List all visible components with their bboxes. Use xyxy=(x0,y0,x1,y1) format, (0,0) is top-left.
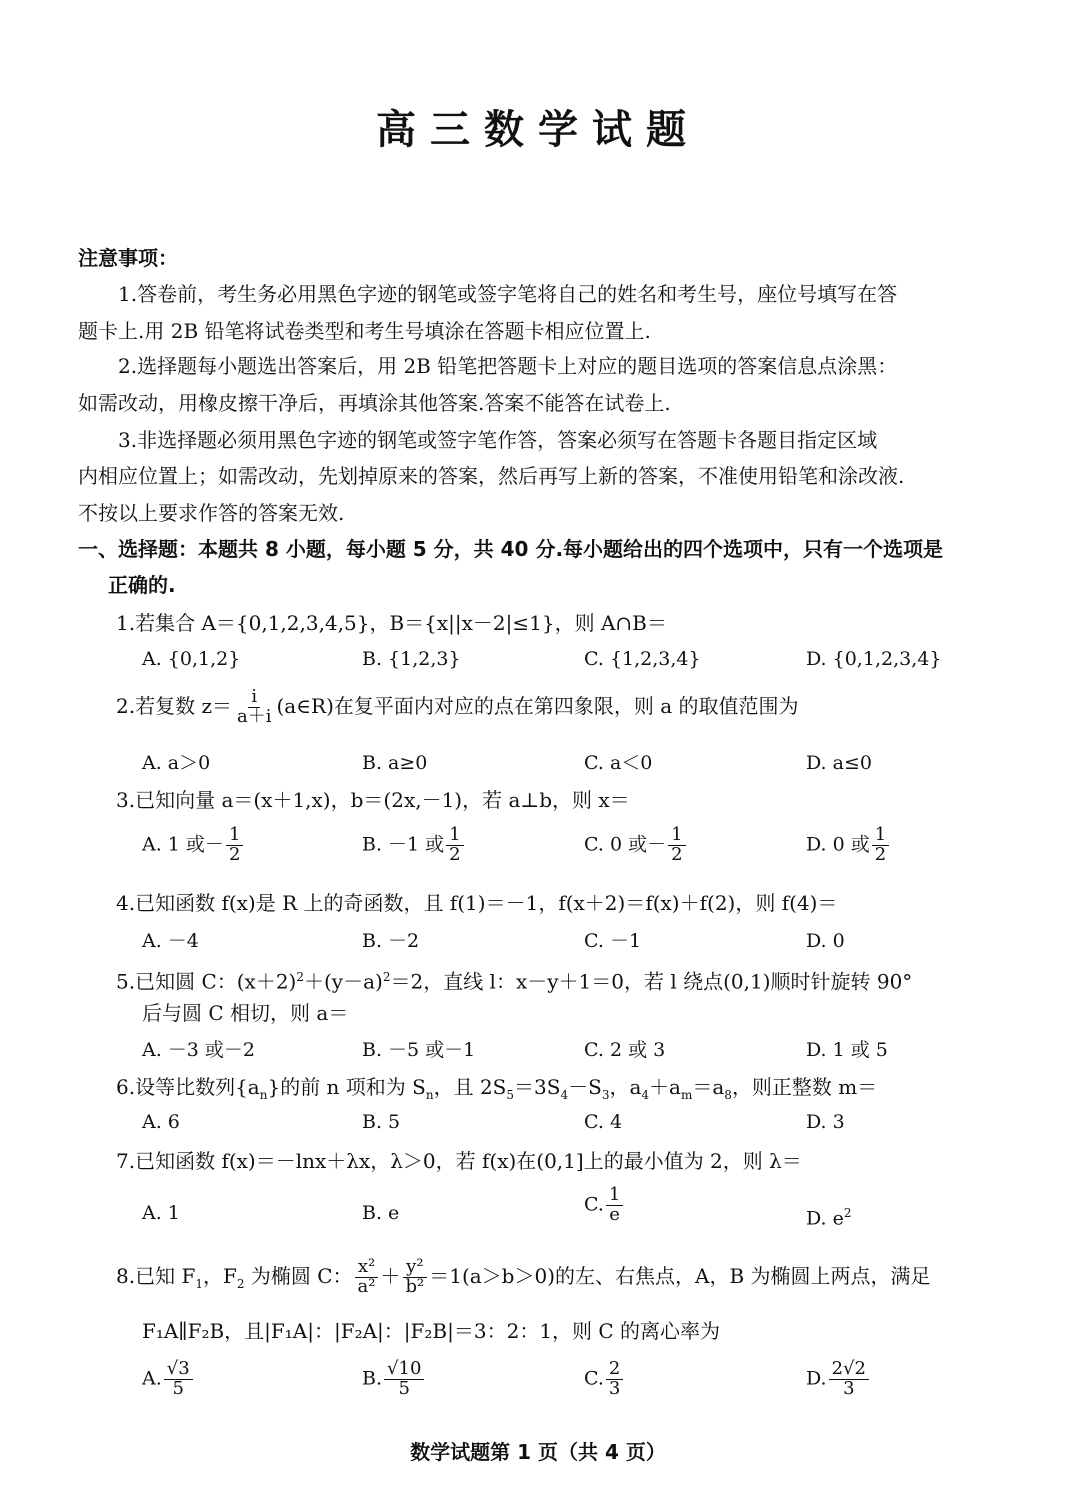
notice-line: 如需改动，用橡皮擦干净后，再填涂其他答案.答案不能答在试卷上. xyxy=(78,391,671,415)
q5-option-a: A. －3 或－2 xyxy=(142,1039,256,1061)
q6-option-c: C. 4 xyxy=(584,1111,623,1133)
q1-option-d: D. {0,1,2,3,4} xyxy=(806,648,942,670)
question-4-stem: 4.已知函数 f(x)是 R 上的奇函数，且 f(1)＝－1，f(x＋2)＝f(x)＋f(2)，则 f(4)＝ xyxy=(116,891,838,915)
q4-option-a: A. －4 xyxy=(142,930,199,952)
question-3-stem: 3.已知向量 a＝(x＋1,x)，b＝(2x,－1)，若 a⊥b，则 x＝ xyxy=(116,788,630,812)
q8-option-d: D. $\frac{2√2}{3}$ xyxy=(806,1360,871,1399)
section-heading: 一、选择题：本题共 8 小题，每小题 5 分，共 40 分.每小题给出的四个选项中，只有一个选项是 xyxy=(78,537,944,561)
q2-denominator: a＋i xyxy=(236,705,272,727)
q2-fraction xyxy=(234,688,275,727)
notice-line: 内相应位置上；如需改动，先划掉原来的答案，然后再写上新的答案，不准使用铅笔和涂改液. xyxy=(78,464,905,488)
q6-option-d: D. 3 xyxy=(806,1111,845,1133)
q1-option-a: A. {0,1,2} xyxy=(142,648,241,670)
q7-option-a: A. 1 xyxy=(142,1202,180,1224)
q4-option-c: C. －1 xyxy=(584,930,642,952)
question-7-stem: 7.已知函数 f(x)＝－lnx＋λx，λ＞0，若 f(x)在(0,1]上的最小值为 2，则 λ＝ xyxy=(116,1149,802,1173)
q4-option-b: B. －2 xyxy=(362,930,420,952)
q1-option-c: C. {1,2,3,4} xyxy=(584,648,701,670)
q2-numerator: i xyxy=(248,688,260,708)
notice-heading: 注意事项： xyxy=(78,246,178,270)
notice-line: 2.选择题每小题选出答案后，用 2B 铅笔把答题卡上对应的题目选项的答案信息点涂黑： xyxy=(118,354,898,378)
q2-option-b: B. a≥0 xyxy=(362,752,428,774)
q3-option-d: D. 0 或 $\frac{1}{2}$ xyxy=(806,826,891,865)
page-title: 高三数学试题 xyxy=(376,107,700,153)
notice-line: 题卡上.用 2B 铅笔将试卷类型和考生号填涂在答题卡相应位置上. xyxy=(78,319,651,343)
q2-option-a: A. a＞0 xyxy=(142,752,211,774)
notice-line: 1.答卷前，考生务必用黑色字迹的钢笔或签字笔将自己的姓名和考生号，座位号填写在答 xyxy=(118,282,898,306)
q7-option-d: D. $e^2$ xyxy=(806,1206,852,1230)
q2-option-d: D. a≤0 xyxy=(806,752,872,774)
q7-option-b: B. e xyxy=(362,1202,400,1224)
question-1-stem: 1.若集合 A＝{0,1,2,3,4,5}，B＝{x||x－2|≤1}，则 A∩B＝ xyxy=(116,611,667,635)
q6-option-b: B. 5 xyxy=(362,1111,401,1133)
section-heading-cont: 正确的. xyxy=(108,573,176,597)
q8-option-a: A. $\frac{√3}{5}$ xyxy=(142,1360,195,1399)
q8-option-b: B. $\frac{√10}{5}$ xyxy=(362,1360,426,1399)
q1-option-b: B. {1,2,3} xyxy=(362,648,461,670)
question-2-stem xyxy=(116,688,799,727)
page-footer: 数学试题第 1 页（共 4 页） xyxy=(410,1440,666,1464)
q3-option-b: B. －1 或 $\frac{1}{2}$ xyxy=(362,826,466,865)
notice-line: 3.非选择题必须用黑色字迹的钢笔或签字笔作答，答案必须写在答题卡各题目指定区域 xyxy=(118,428,878,452)
q3-option-a: A. 1 或－ $\frac{1}{2}$ xyxy=(142,826,245,865)
q6-option-a: A. 6 xyxy=(142,1111,180,1133)
q2-suffix: (a∈R)在复平面内对应的点在第四象限，则 a 的取值范围为 xyxy=(276,693,799,718)
q8-option-c: C. $\frac{2}{3}$ xyxy=(584,1360,625,1399)
q2-option-c: C. a＜0 xyxy=(584,752,653,774)
question-5-stem-cont: 后与圆 C 相切，则 a＝ xyxy=(142,1001,349,1025)
q7-option-c: C. $\frac{1}{e}$ xyxy=(584,1186,625,1225)
notice-line: 不按以上要求作答的答案无效. xyxy=(78,501,345,525)
question-8-stem: 8.已知 $F_1$，$F_2$ 为椭圆 C： $\frac{\text{x²}}{\text{a²}}$ ＋ $\frac{\text{y²}}{\text{b²}}$ ＝1(a＞b＞0)的左、右焦点，A，B 为椭圆上两点，满足 xyxy=(116,1256,931,1297)
question-8-stem-cont: F₁A∥F₂B，且|F₁A|：|F₂A|：|F₂B|＝3：2：1，则 C 的离心率为 xyxy=(142,1319,721,1343)
q2-prefix: 2.若复数 z＝ xyxy=(116,693,232,718)
q5-option-c: C. 2 或 3 xyxy=(584,1039,666,1061)
q5-option-d: D. 1 或 5 xyxy=(806,1039,888,1061)
question-6-stem: 6.设等比数列$\{a_n\}$的前 n 项和为 $S_n$，且 $2S_5=3S_4-S_3$，$a_4+a_m=a_8$，则正整数 m＝ xyxy=(116,1075,878,1102)
question-5-stem: 5.已知圆 C：$(x+2)^2+(y-a)^2=2$，直线 l：x－y＋1＝0，若 l 绕点(0,1)顺时针旋转 90° xyxy=(116,969,913,994)
q5-option-b: B. －5 或－1 xyxy=(362,1039,476,1061)
q4-option-d: D. 0 xyxy=(806,930,845,952)
q3-option-c: C. 0 或－ $\frac{1}{2}$ xyxy=(584,826,688,865)
